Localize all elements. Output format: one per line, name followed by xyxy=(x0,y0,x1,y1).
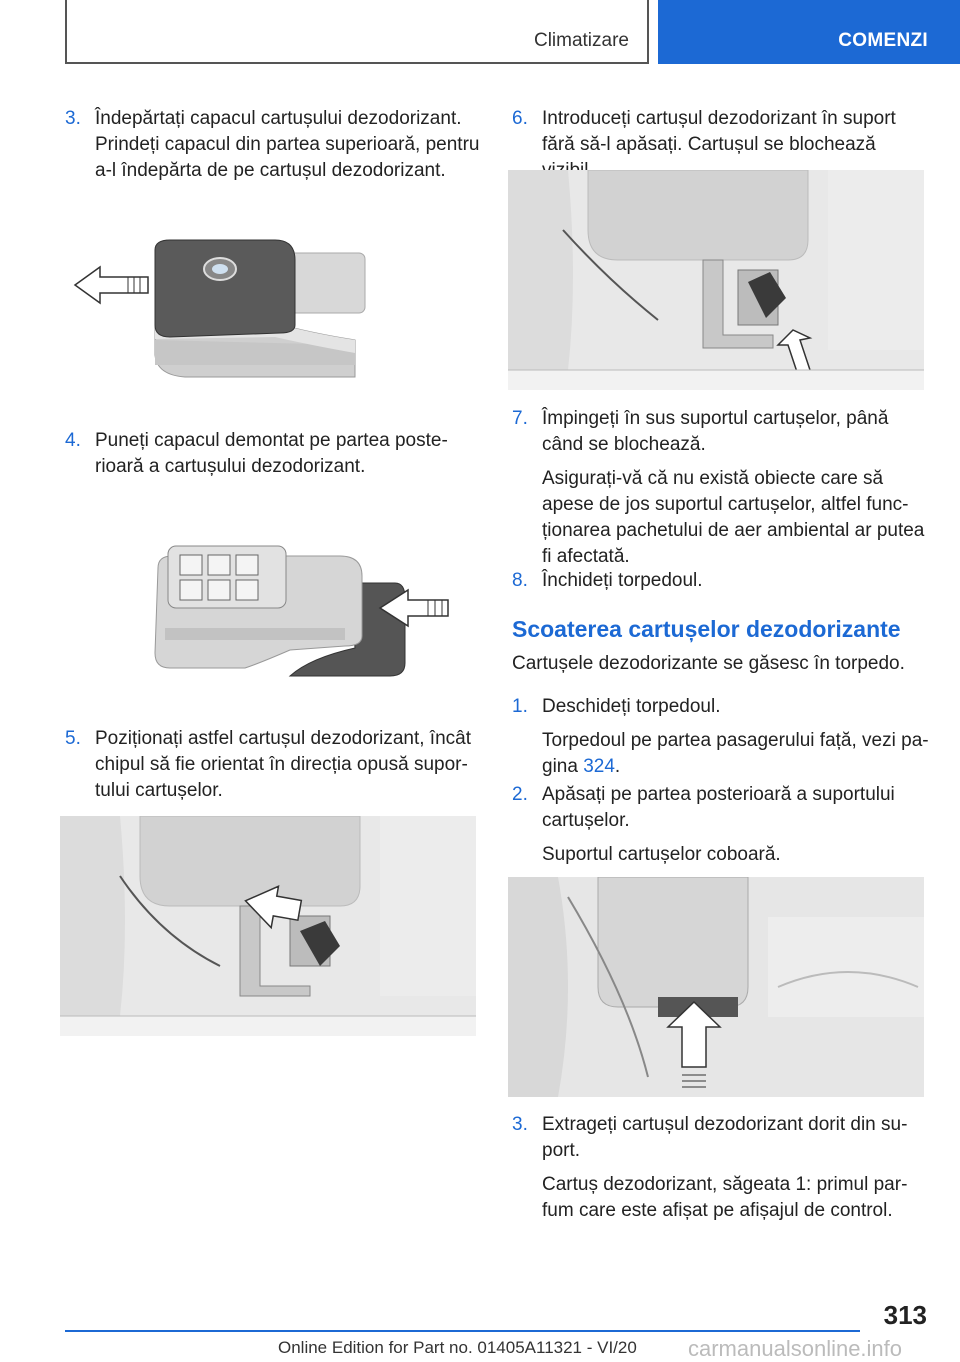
step-number: 8. xyxy=(512,570,528,591)
removal-step-1 xyxy=(512,694,932,780)
removal-step-2 xyxy=(512,782,932,868)
section-lead: Cartușele dezodorizante se găsesc în torpedo. xyxy=(512,653,905,674)
step-text: Extrageți cartușul dezodorizant dorit din su-port. xyxy=(542,1114,908,1161)
figure-remove-cap xyxy=(60,205,480,400)
step-text: Închideți torpedoul. xyxy=(542,570,703,591)
step-text: Deschideți torpedoul. xyxy=(542,696,721,717)
footer-divider xyxy=(65,1330,860,1332)
step-text: Îndepărtați capacul cartușului dezodorizant. Prindeți capacul din partea superioară, pentru a-l îndepărta de pe cartușul dezodorizant. xyxy=(95,108,480,181)
header-tab-label: COMENZI xyxy=(838,30,928,51)
figure-glovebox-insert xyxy=(508,170,924,390)
step-number: 2. xyxy=(512,784,528,805)
footer-edition: Online Edition for Part no. 01405A11321 - VI/20 xyxy=(278,1338,637,1357)
header-section-title: Climatizare xyxy=(533,30,629,51)
step-note: Asigurați-vă că nu există obiecte care să apese de jos suportul cartușelor, altfel func-ționarea pachetului de aer ambiental ar putea fi afectată. xyxy=(542,468,925,567)
figure-glovebox-position xyxy=(60,816,476,1036)
step-left-5 xyxy=(65,726,485,804)
step-text: Poziționați astfel cartușul dezodorizant, încât chipul să fie orientat în direcția opusă supor-tului cartușelor. xyxy=(95,728,471,801)
page-number: 313 xyxy=(883,1300,927,1330)
figure-glovebox-remove xyxy=(508,877,924,1097)
step-note: Suportul cartușelor coboară. xyxy=(542,844,781,865)
step-text: Introduceți cartușul dezodorizant în suport fără să-l apăsați. Cartușul se blochează xyxy=(542,108,896,155)
step-left-3 xyxy=(65,106,485,184)
header-section-box xyxy=(65,0,649,64)
step-number: 7. xyxy=(512,408,528,429)
step-right-8 xyxy=(512,568,932,594)
step-number: 3. xyxy=(512,1114,528,1135)
page-reference-link[interactable]: 324 xyxy=(583,756,615,777)
removal-step-3 xyxy=(512,1112,932,1224)
step-number: 1. xyxy=(512,696,528,717)
step-number: 3. xyxy=(65,108,81,129)
step-text: Apăsați pe partea posterioară a suportului cartușelor. xyxy=(542,784,895,831)
figure-place-cap-back xyxy=(140,528,460,688)
step-number: 4. xyxy=(65,430,81,451)
step-right-7 xyxy=(512,406,932,570)
step-text: Împingeți în sus suportul cartușelor, până când se blochează. xyxy=(542,408,889,455)
header-tab[interactable] xyxy=(658,0,960,64)
step-number: 5. xyxy=(65,728,81,749)
watermark-logo: carmanualsonline.info xyxy=(688,1336,903,1361)
step-number: 6. xyxy=(512,108,528,129)
section-title: Scoaterea cartușelor dezodorizante xyxy=(512,616,901,642)
step-note: Torpedoul pe partea pasagerului față, vezi pa-gina 324. xyxy=(542,730,929,777)
step-left-4 xyxy=(65,428,485,480)
step-note: Cartuș dezodorizant, săgeata 1: primul par-fum care este afișat pe afișajul de control. xyxy=(542,1174,908,1221)
step-text: Puneți capacul demontat pe partea poste-rioară a cartușului dezodorizant. xyxy=(95,430,448,477)
